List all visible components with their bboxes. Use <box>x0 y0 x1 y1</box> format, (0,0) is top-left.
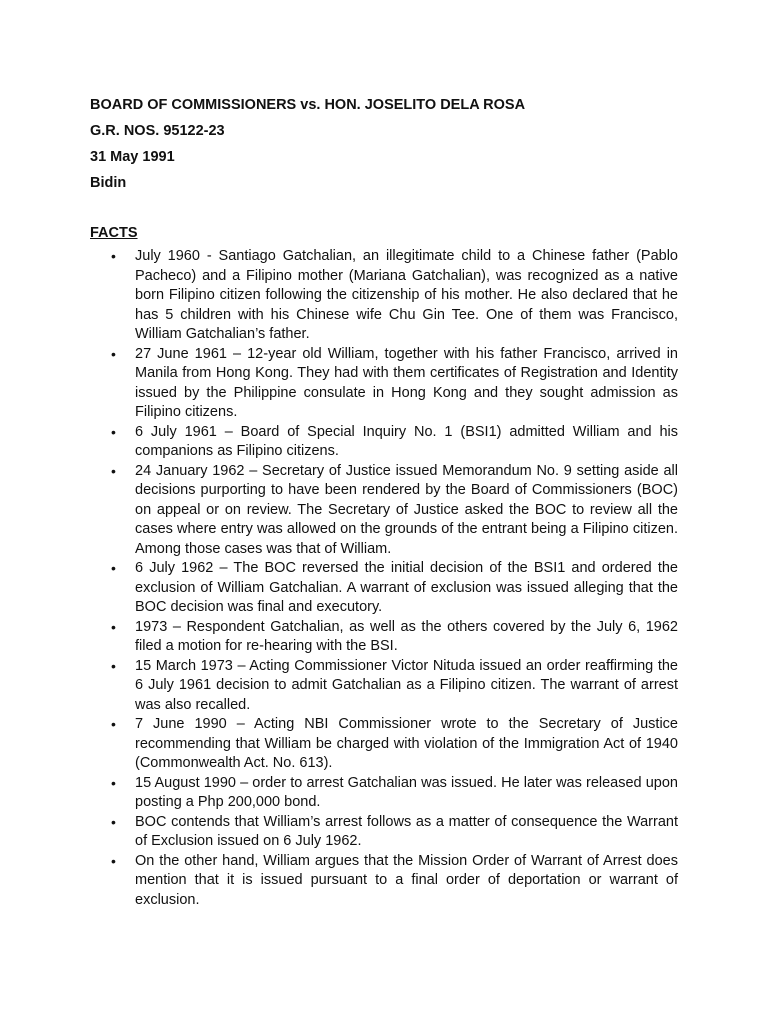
case-ponente: Bidin <box>90 175 127 191</box>
fact-item: • 6 July 1962 – The BOC reversed the initial decision of the BSI1 and ordered the exclusion of William Gatchalian. A warrant of exclusion was issued alleging that the BOC decision was final and executory. <box>90 559 678 618</box>
case-title: BOARD OF COMMISSIONERS vs. HON. JOSELITO DELA ROSA <box>90 97 526 113</box>
fact-item: • 7 June 1990 – Acting NBI Commissioner wrote to the Secretary of Justice recommending that William be charged with violation of the Immigration Act of 1940 (Commonwealth Act. No. 613). <box>90 715 678 774</box>
fact-item: • BOC contends that William’s arrest follows as a matter of consequence the Warrant of Exclusion issued on 6 July 1962. <box>90 813 678 852</box>
fact-item: • 24 January 1962 – Secretary of Justice issued Memorandum No. 9 setting aside all decisions purporting to have been rendered by the Board of Commissioners (BOC) on appeal or on review. The Secretary of Justice asked the BOC to review all the cases where entry was allowed on the grounds of the entrant being a Filipino citizen. Among those cases was that of William. <box>90 462 678 560</box>
fact-item: • 15 March 1973 – Acting Commissioner Victor Nituda issued an order reaffirming the 6 July 1961 decision to admit Gatchalian as a Filipino citizen. The warrant of arrest was also recalled. <box>90 657 678 716</box>
fact-item: • On the other hand, William argues that the Mission Order of Warrant of Arrest does mention that it is issued pursuant to a final order of deportation or warrant of exclusion. <box>90 852 678 911</box>
facts-heading: FACTS <box>90 225 138 241</box>
fact-item: • 1973 – Respondent Gatchalian, as well as the others covered by the July 6, 1962 filed a motion for re-hearing with the BSI. <box>90 618 678 657</box>
fact-item: • 15 August 1990 – order to arrest Gatchalian was issued. He later was released upon posting a Php 200,000 bond. <box>90 774 678 813</box>
case-date: 31 May 1991 <box>90 149 175 165</box>
facts-list <box>90 247 678 910</box>
case-gr-number: G.R. NOS. 95122-23 <box>90 123 225 139</box>
fact-item: • 6 July 1961 – Board of Special Inquiry No. 1 (BSI1) admitted William and his companions as Filipino citizens. <box>90 423 678 462</box>
fact-item: • 27 June 1961 – 12-year old William, together with his father Francisco, arrived in Manila from Hong Kong. They had with them certificates of Registration and Identity issued by the Philippine consulate in Hong Kong and they sought admission as Filipino citizens. <box>90 345 678 423</box>
fact-item: • July 1960 - Santiago Gatchalian, an illegitimate child to a Chinese father (Pablo Pacheco) and a Filipino mother (Mariana Gatchalian), was recognized as a native born Filipino citizen following the citizenship of his mother. He also declared that he has 5 children with his Chinese wife Chu Gin Tee. One of them was Francisco, William Gatchalian’s father. <box>90 247 678 345</box>
